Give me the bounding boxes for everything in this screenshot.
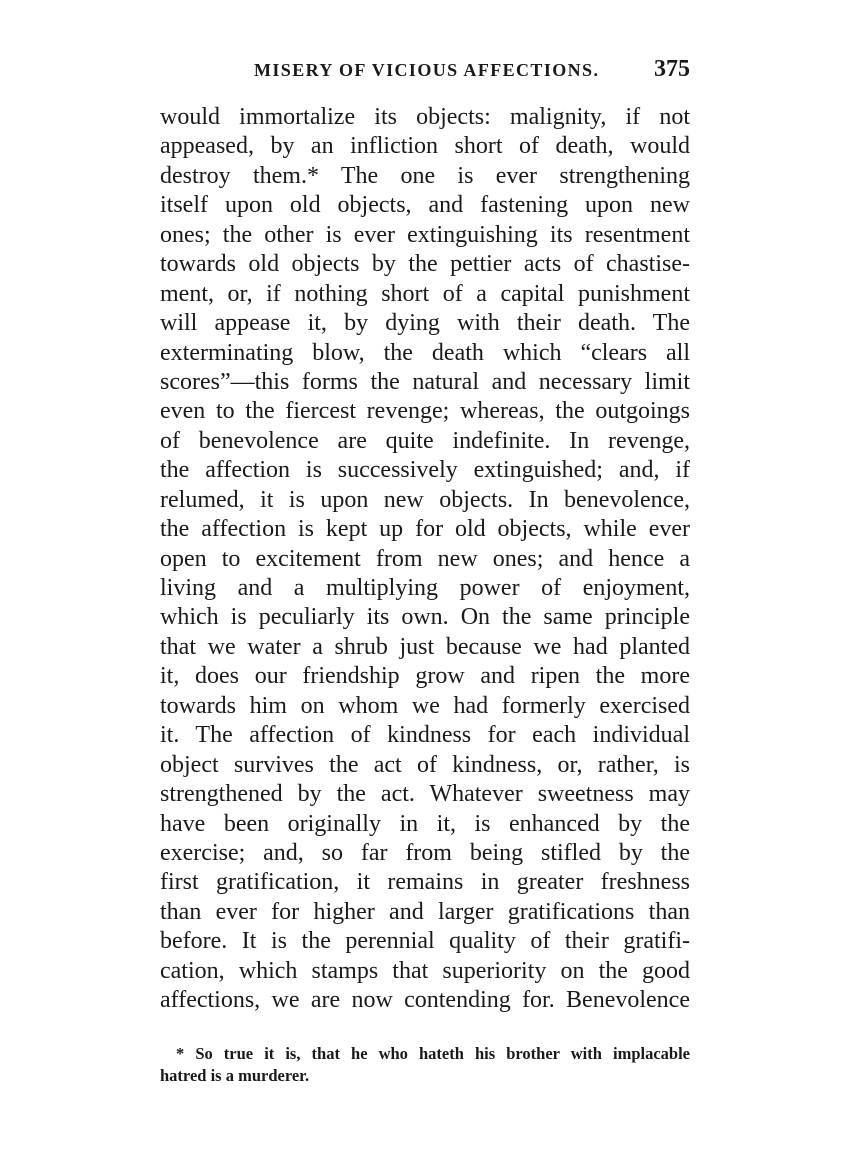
text-line: that we water a shrub just because we had planted bbox=[160, 633, 690, 660]
text-line: will appease it, by dying with their death. The bbox=[160, 310, 690, 337]
text-line: cation, which stamps that superiority on the good bbox=[160, 957, 690, 984]
body-text bbox=[160, 103, 690, 1016]
text-line: living and a multiplying power of enjoyment, bbox=[160, 575, 690, 601]
footnote-line: hatred is a murderer. bbox=[160, 1066, 310, 1085]
text-line: destroy them.* The one is ever strengthening bbox=[160, 162, 690, 189]
text-line: before. It is the perennial quality of their gratifi- bbox=[160, 928, 690, 955]
text-line: than ever for higher and larger gratifications than bbox=[160, 898, 690, 925]
text-line: the affection is kept up for old objects, while ever bbox=[160, 516, 690, 543]
footnote bbox=[160, 1043, 690, 1087]
text-line: have been originally in it, is enhanced by the bbox=[160, 810, 690, 837]
text-line: itself upon old objects, and fastening upon new bbox=[160, 192, 690, 219]
running-head bbox=[160, 56, 690, 96]
text-line: first gratification, it remains in greater freshness bbox=[160, 869, 690, 896]
text-line: towards him on whom we had formerly exercised bbox=[160, 692, 690, 719]
text-line: even to the fiercest revenge; whereas, the outgoings bbox=[160, 398, 690, 425]
text-line: it. The affection of kindness for each individual bbox=[160, 722, 690, 749]
text-line: scores”—this forms the natural and necessary limit bbox=[160, 368, 690, 395]
running-title: MISERY OF VICIOUS AFFECTIONS. bbox=[254, 60, 600, 80]
text-line: object survives the act of kindness, or, rather, is bbox=[160, 751, 690, 778]
page-number: 375 bbox=[654, 56, 690, 82]
text-line: ment, or, if nothing short of a capital punishment bbox=[160, 280, 690, 307]
text-line: strengthened by the act. Whatever sweetness may bbox=[160, 781, 690, 808]
footnote-line: * So true it is, that he who hateth his brother with implacable bbox=[176, 1044, 690, 1063]
text-line: of benevolence are quite indefinite. In revenge, bbox=[160, 427, 690, 454]
text-line: which is peculiarly its own. On the same principle bbox=[160, 604, 690, 631]
text-line: relumed, it is upon new objects. In benevolence, bbox=[160, 486, 690, 513]
text-line: ones; the other is ever extinguishing its resentment bbox=[160, 221, 690, 248]
text-line: it, does our friendship grow and ripen the more bbox=[160, 663, 690, 690]
text-line: would immortalize its objects: malignity, if not bbox=[160, 104, 690, 130]
text-line: exterminating blow, the death which “clears all bbox=[160, 339, 690, 366]
text-line: towards old objects by the pettier acts of chastise- bbox=[160, 251, 690, 278]
text-line: appeased, by an infliction short of death, would bbox=[160, 133, 690, 160]
text-line: exercise; and, so far from being stifled by the bbox=[160, 839, 690, 866]
text-line: affections, we are now contending for. Benevolence bbox=[160, 987, 690, 1014]
text-line: the affection is successively extinguished; and, if bbox=[160, 457, 690, 484]
text-line: open to excitement from new ones; and hence a bbox=[160, 545, 690, 572]
